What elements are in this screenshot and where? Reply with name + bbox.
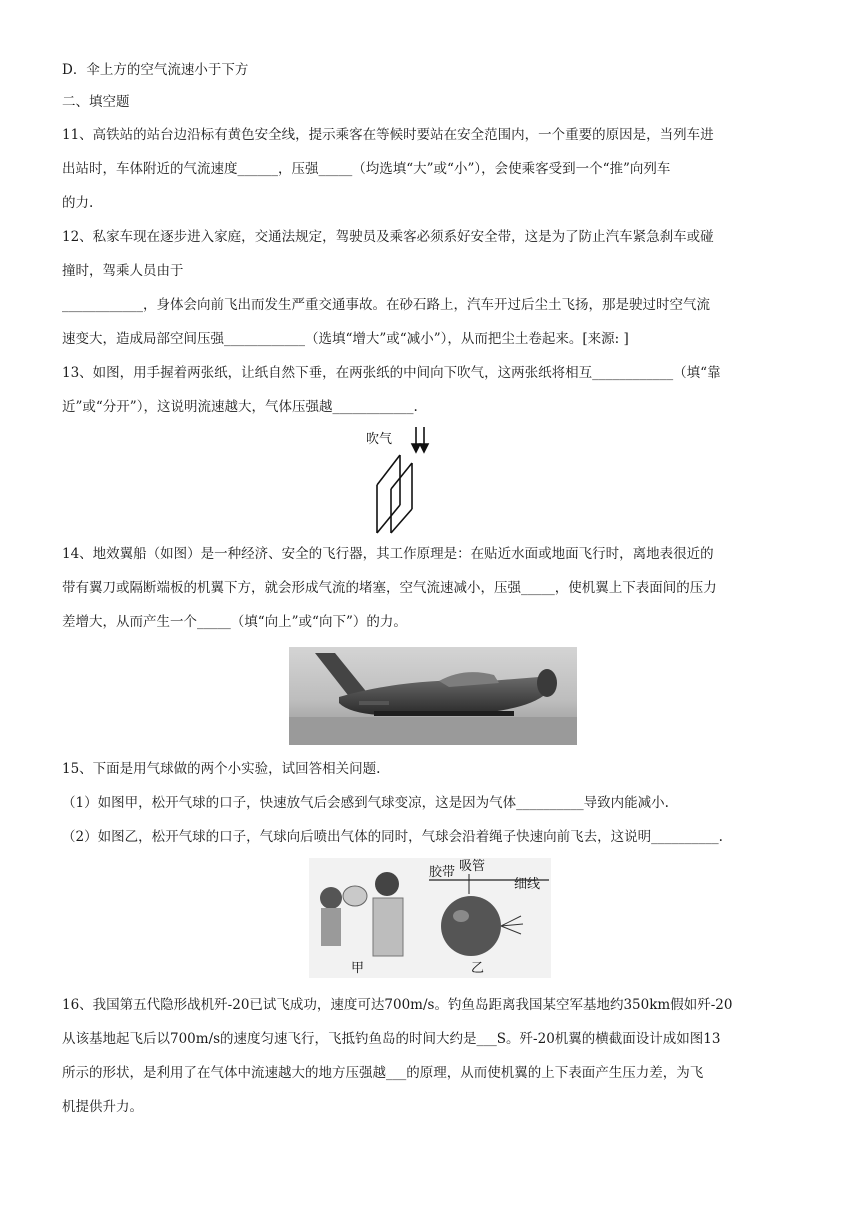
- caption-jia: 甲: [351, 961, 365, 976]
- q14-line1: 14、地效翼船（如图）是一种经济、安全的飞行器，其工作原理是：在贴近水面或地面飞行时，离地表很近的: [62, 546, 714, 562]
- blow-arrows-icon: [412, 427, 428, 452]
- ground-effect-craft-photo: [289, 647, 577, 745]
- balloon-experiments-figure: [309, 858, 551, 978]
- q11-line2: 出站时，车体附近的气流速度______，压强_____（均选填“大”或“小”），会使乘客受到一个“推”向列车: [62, 161, 671, 177]
- papers-icon: [377, 455, 412, 533]
- q16-line2: 从该基地起飞后以700m/s的速度匀速飞行，飞抵钓鱼岛的时间大约是___S。歼-20机翼的横截面设计成如图13: [62, 1031, 721, 1047]
- q14-line2: 带有翼刀或隔断端板的机翼下方，就会形成气流的堵塞，空气流速减小，压强_____，使机翼上下表面间的压力: [62, 580, 717, 596]
- q12-line2: 撞时，驾乘人员由于: [62, 263, 184, 279]
- q16-line3: 所示的形状，是利用了在气体中流速越大的地方压强越___的原理，从而使机翼的上下表面产生压力差，为飞: [62, 1065, 704, 1081]
- q15-line1: 15、下面是用气球做的两个小实验，试回答相关问题.: [62, 761, 381, 777]
- q12-line1: 12、私家车现在逐步进入家庭，交通法规定，驾驶员及乘客必须系好安全带，这是为了防止汽车紧急刹车或碰: [62, 229, 714, 245]
- q13-line1: 13、如图，用手握着两张纸，让纸自然下垂，在两张纸的中间向下吹气，这两张纸将相互____________（填“靠: [62, 365, 721, 381]
- straw-label: 吸管: [459, 859, 486, 874]
- q16-line1: 16、我国第五代隐形战机歼-20已试飞成功，速度可达700m/s。钓鱼岛距离我国某空军基地约350km假如歼-20: [62, 997, 733, 1013]
- q11-line3: 的力.: [62, 195, 94, 211]
- q12-line4: 速变大，造成局部空间压强____________（选填“增大”或“减小”），从而把尘土卷起来。[来源: ]: [62, 331, 629, 347]
- thread-label: 细线: [514, 877, 541, 892]
- tape-label: 胶带: [429, 865, 456, 880]
- q12-line3: ____________，身体会向前飞出而发生严重交通事故。在砂石路上，汽车开过后尘土飞扬，那是驶过时空气流: [62, 297, 710, 313]
- q15-part2: （2）如图乙，松开气球的口子，气球向后喷出气体的同时，气球会沿着绳子快速向前飞去，这说明__________.: [62, 829, 723, 845]
- section-heading: 二、填空题: [62, 94, 130, 110]
- option-d: D．伞上方的空气流速小于下方: [62, 62, 249, 78]
- q14-line3: 差增大，从而产生一个_____（填“向上”或“向下”）的力。: [62, 614, 407, 630]
- q11-line1: 11、高铁站的站台边沿标有黄色安全线，提示乘客在等候时要站在安全范围内，一个重要的原因是，当列车进: [62, 127, 714, 143]
- caption-yi: 乙: [471, 961, 485, 976]
- blow-label: 吹气: [366, 432, 393, 447]
- paper-blow-figure: [360, 425, 440, 540]
- q13-line2: 近”或“分开”），这说明流速越大，气体压强越____________.: [62, 399, 418, 415]
- q16-line4: 机提供升力。: [62, 1099, 143, 1115]
- q15-part1: （1）如图甲，松开气球的口子，快速放气后会感到气球变凉，这是因为气体__________导致内能减小.: [62, 795, 669, 811]
